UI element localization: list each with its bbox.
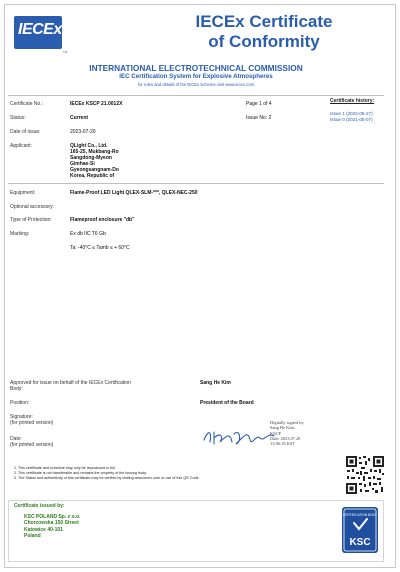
approver-name: Sang He Kim — [200, 380, 231, 386]
position-label: Position: — [10, 400, 30, 406]
iecex-logo — [14, 16, 62, 49]
note-item: 1. This certificate and schedule may only be reproduced in full. — [14, 466, 117, 470]
sign-date-label: Date: — [10, 436, 22, 442]
equipment-value: Flame-Proof LED Light QLEX-SLM-***, QLEX-NEC-250 — [70, 190, 198, 196]
note-item: 2. This certificate is not transferable and remains the property of the issuing body. — [14, 471, 147, 475]
digital-signature-text: Digitally signed by Sang He Kim, KSCP Date: 2023.07.20 13:06:18 KST — [270, 420, 304, 447]
logo-text: IECEx — [18, 21, 62, 38]
accessory-label: Optional accessory: — [10, 204, 54, 210]
divider — [8, 183, 384, 184]
cert-number-value: IECEx KSCP 21.0012X — [70, 101, 123, 107]
marking-line-1: Ex db IIC T6 Gb — [70, 231, 106, 237]
history-title: Certificate history: — [330, 98, 375, 104]
history-link-1[interactable]: Issue 1 (2022-05-27) — [330, 111, 373, 116]
qr-code-icon[interactable] — [345, 455, 385, 495]
protection-label: Type of Protection: — [10, 217, 52, 223]
applicant-label: Applicant: — [10, 143, 32, 149]
history-link-0[interactable]: Issue 0 (2021-05-07) — [330, 117, 373, 122]
status-label: Status: — [10, 115, 26, 121]
marking-line-2: Ta: -40°C ≤ Tamb ≤ + 60°C — [70, 245, 130, 251]
applicant-block: QLight Co., Ltd. 165-25, Mukbang-Ro Sangdong-Myeon Gimhae-Si Gyeongsangnam-Do Korea, Republic of — [70, 143, 119, 179]
certificate-page — [4, 4, 396, 568]
position-value: President of the Board — [200, 400, 254, 406]
divider — [8, 95, 384, 96]
badge-top-text: CERTIFICATION BODY — [342, 513, 378, 517]
status-value: Current — [70, 115, 89, 121]
issuer-label: Certificate issued by: — [14, 503, 65, 509]
ksc-certification-badge-icon — [340, 505, 380, 555]
page-number: Page 1 of 4 — [246, 101, 272, 107]
sign-date-hint: (for printed version) — [10, 442, 54, 448]
notes-list — [14, 466, 200, 481]
equipment-label: Equipment: — [10, 190, 36, 196]
issue-number: Issue No: 2 — [246, 115, 272, 121]
badge-text: KSC — [349, 537, 371, 548]
protection-value: Flameproof enclosure "db" — [70, 217, 135, 223]
logo-trademark: TM — [63, 50, 68, 54]
note-item: 3. The Status and authenticity of this certificate may be verified by visiting www.iecex.com or use of this QR Code. — [14, 476, 200, 480]
signature-hint: (for printed version) — [10, 420, 54, 426]
handwritten-signature — [200, 422, 280, 450]
issuer-address: KSC POLAND Sp. z o.o. Chorzowska 150 Street Katowice 40-101 Poland — [24, 514, 81, 539]
signature-label: Signature: — [10, 414, 33, 420]
org-rules-link[interactable]: for rules and details of the IECEx Scheme visit www.iecex.com — [137, 82, 255, 87]
date-value: 2023-07-20 — [70, 129, 96, 135]
cert-number-label: Certificate No.: — [10, 101, 44, 107]
org-system: IEC Certification System for Explosive Atmospheres — [119, 73, 273, 80]
org-name: INTERNATIONAL ELECTROTECHNICAL COMMISSION — [89, 63, 303, 73]
page-title: IECEx Certificate of Conformity — [195, 12, 333, 51]
approved-label: Approved for issue on behalf of the IECEx Certification Body: — [10, 380, 131, 392]
marking-label: Marking: — [10, 231, 30, 237]
date-label: Date of issue: — [10, 129, 41, 135]
